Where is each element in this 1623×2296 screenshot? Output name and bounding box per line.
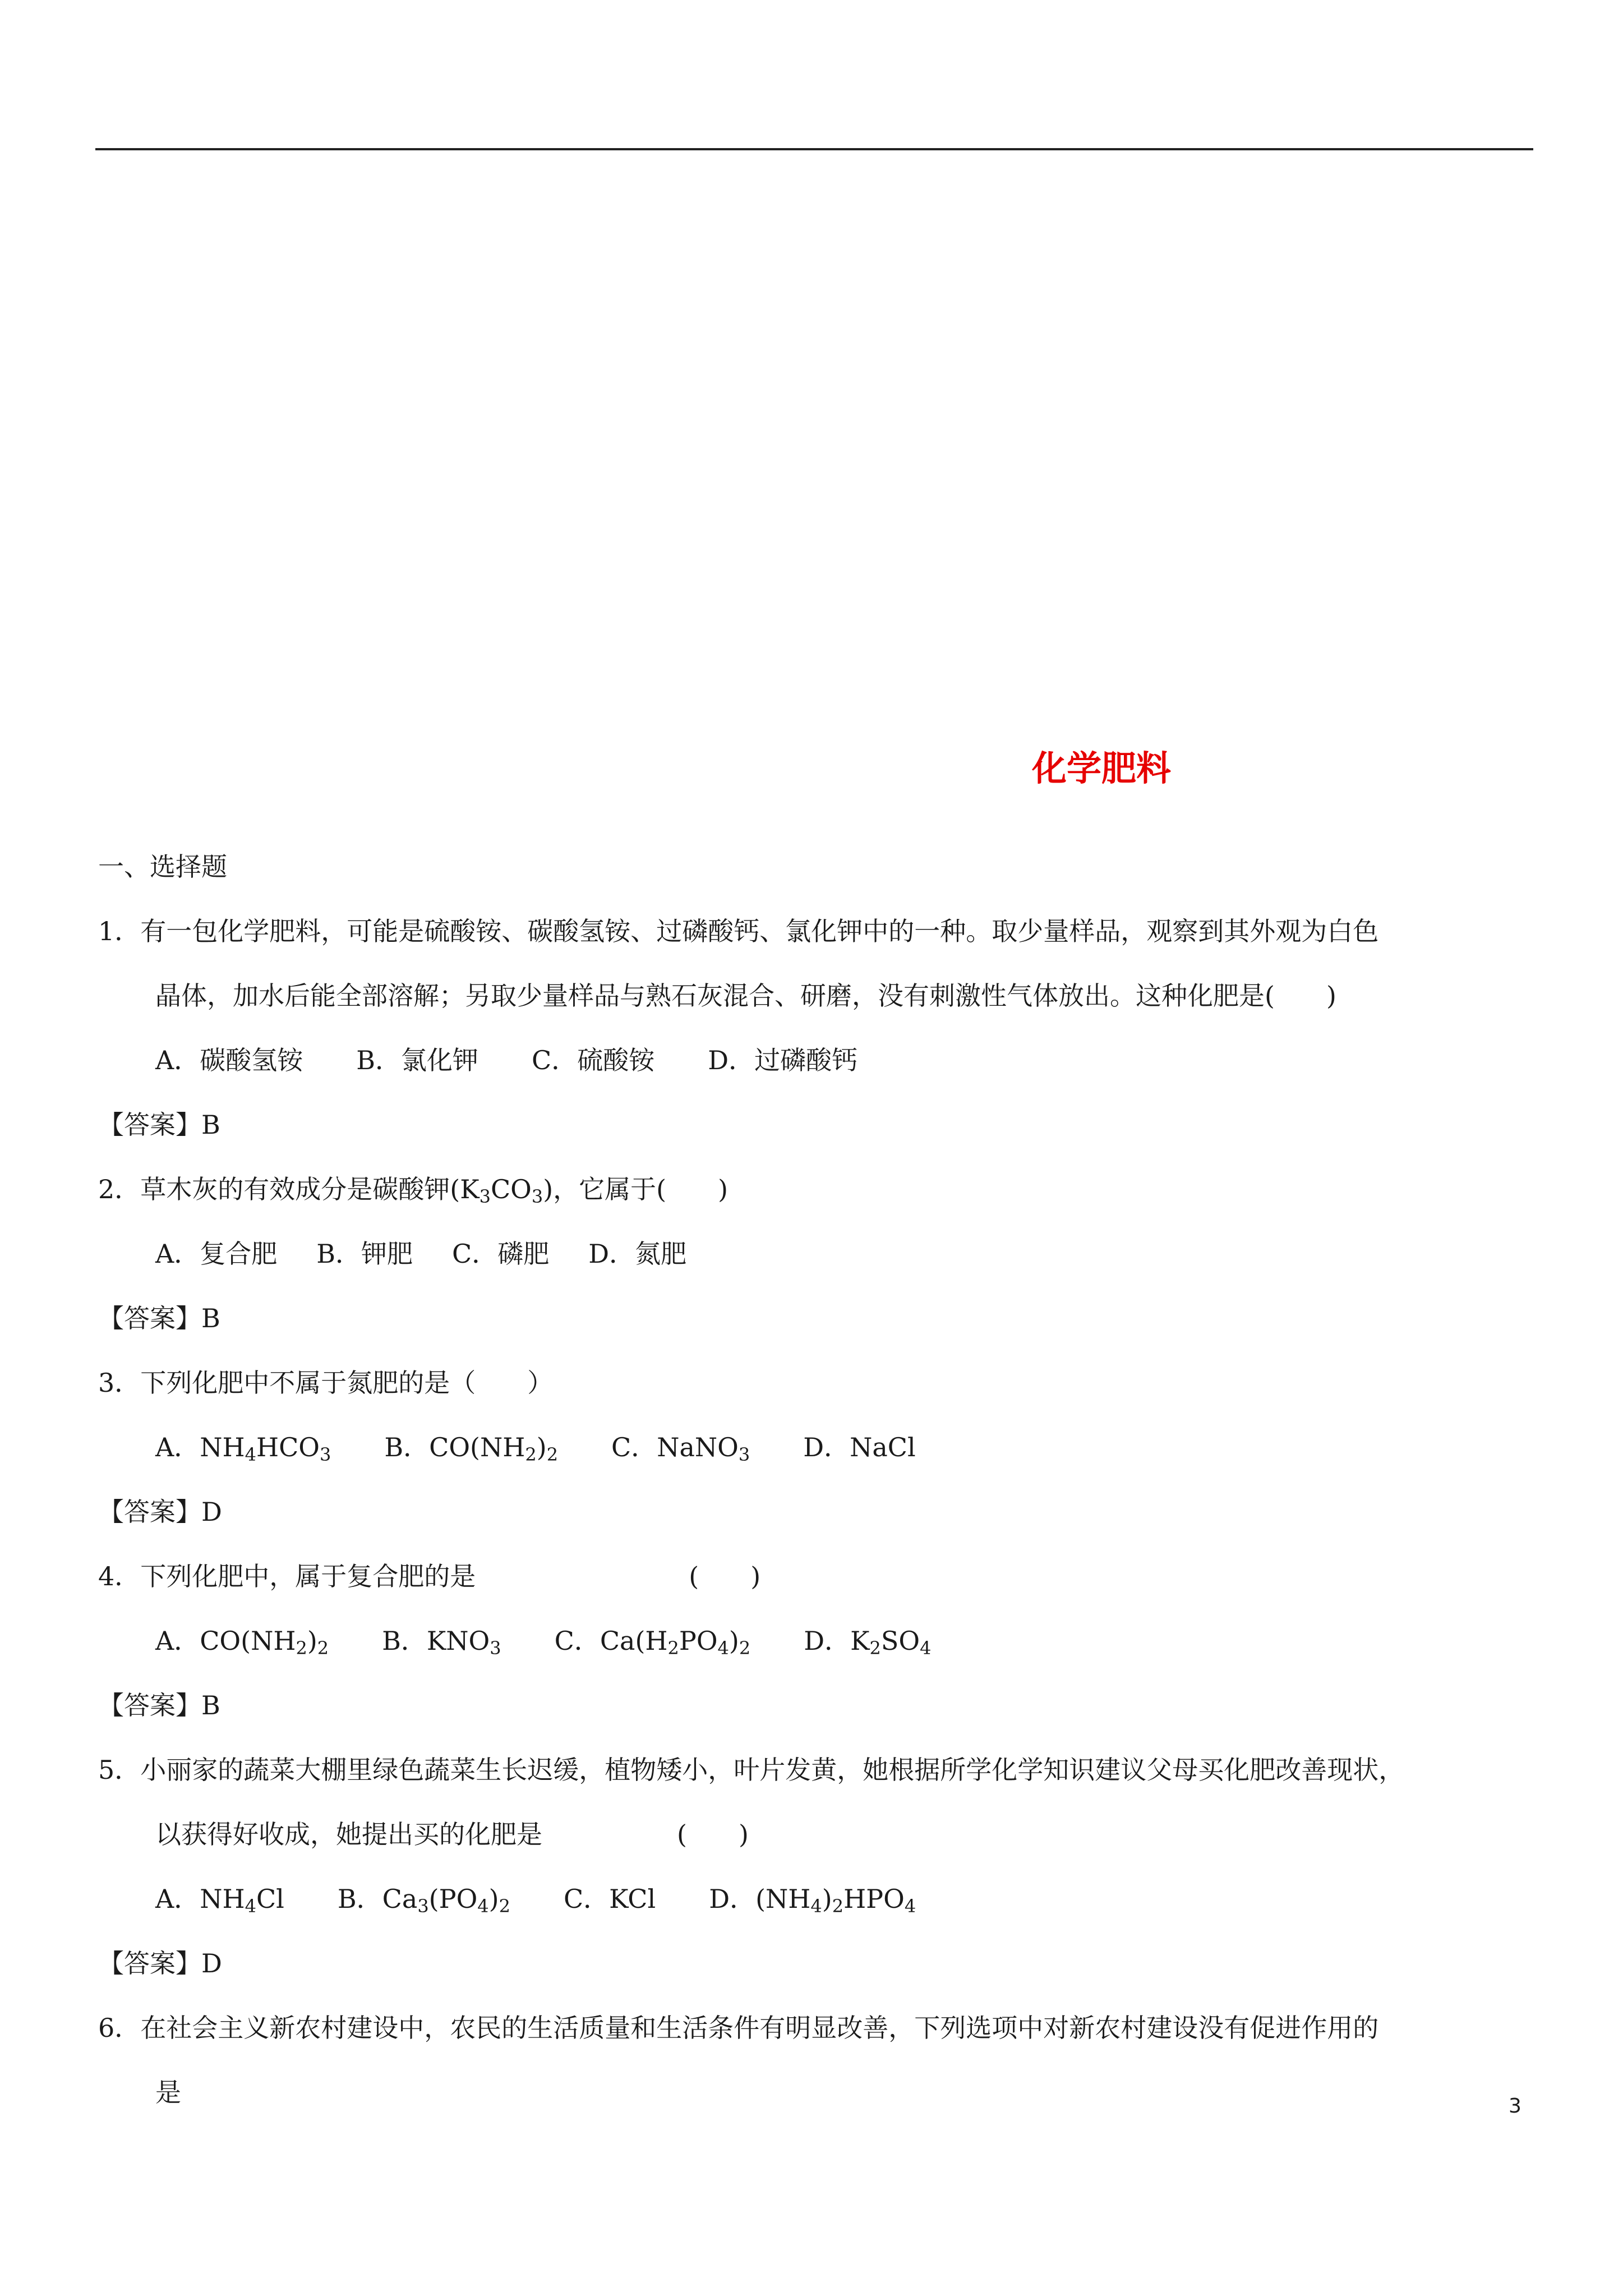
q2-answer: 【答案】B	[98, 1303, 220, 1333]
q3-option-a: A．$NH_4HCO_3$	[155, 1432, 331, 1465]
q4-options	[155, 1618, 931, 1663]
page-title: 化学肥料	[1032, 748, 1172, 789]
q2-options	[155, 1231, 686, 1276]
q2-option-a: A．复合肥	[155, 1239, 278, 1269]
q4-option-d: D．$K_2SO_4$	[804, 1626, 932, 1659]
q3-option-c: C．NaNO$_3$	[611, 1432, 750, 1465]
q4-option-c: C．$Ca(H_2PO_4)_2$	[554, 1626, 751, 1659]
section-heading: 一、选择题	[98, 852, 227, 882]
q6-stem-line1: 6．在社会主义新农村建设中，农民的生活质量和生活条件有明显改善，下列选项中对新农村建设没有促进作用的	[98, 2013, 1379, 2043]
q6-stem-line2: 是	[155, 2077, 181, 2108]
q2-option-b: B．钾肥	[316, 1239, 413, 1269]
q1-stem-line2: 晶体，加水后能全部溶解；另取少量样品与熟石灰混合、研磨，没有刺激性气体放出。这种化肥是( )	[155, 981, 1336, 1011]
page-number: 3	[1509, 2095, 1521, 2118]
q4-option-b: B．$KNO_3$	[382, 1626, 501, 1659]
q1-options	[155, 1038, 857, 1083]
q5-option-d: D．$(NH_4)_2HPO_4$	[709, 1884, 916, 1917]
q3-stem: 3．下列化肥中不属于氮肥的是（ ）	[98, 1368, 554, 1398]
q1-option-d: D．过磷酸钙	[708, 1045, 858, 1075]
q5-stem-line1: 5．小丽家的蔬菜大棚里绿色蔬菜生长迟缓，植物矮小，叶片发黄，她根据所学化学知识建议父母买化肥改善现状，	[98, 1755, 1405, 1785]
q3-answer: 【答案】D	[98, 1497, 222, 1527]
q2-stem: 2．草木灰的有效成分是碳酸钾$(K_3CO_3)$，它属于( )	[98, 1174, 728, 1207]
q5-answer: 【答案】D	[98, 1948, 222, 1978]
q1-option-a: A．碳酸氢铵	[155, 1045, 303, 1075]
q5-options	[155, 1876, 916, 1921]
q3-options	[155, 1425, 916, 1470]
q1-option-b: B．氯化钾	[356, 1045, 479, 1075]
q1-answer: 【答案】B	[98, 1110, 220, 1140]
q1-option-c: C．硫酸铵	[532, 1045, 655, 1075]
q4-stem: 4．下列化肥中，属于复合肥的是 ( )	[98, 1561, 761, 1591]
q5-stem-line2: 以获得好收成，她提出买的化肥是 ( )	[155, 1819, 749, 1849]
q5-option-a: A．$NH_4Cl$	[155, 1884, 284, 1917]
q5-option-c: C．KCl	[563, 1884, 656, 1914]
q3-option-d: D．NaCl	[803, 1432, 916, 1462]
q5-option-b: B．$Ca_3(PO_4)_2$	[337, 1884, 510, 1917]
q2-option-c: C．磷肥	[452, 1239, 550, 1269]
header-rule	[95, 148, 1533, 150]
q4-answer: 【答案】B	[98, 1690, 220, 1720]
q2-option-d: D．氮肥	[588, 1239, 687, 1269]
q3-option-b: B．$CO(NH_2)_2$	[384, 1432, 559, 1465]
q1-stem-line1: 1．有一包化学肥料，可能是硫酸铵、碳酸氢铵、过磷酸钙、氯化钾中的一种。取少量样品，观察到其外观为白色	[98, 916, 1379, 946]
q4-option-a: A．$CO(NH_2)_2$	[155, 1626, 329, 1659]
